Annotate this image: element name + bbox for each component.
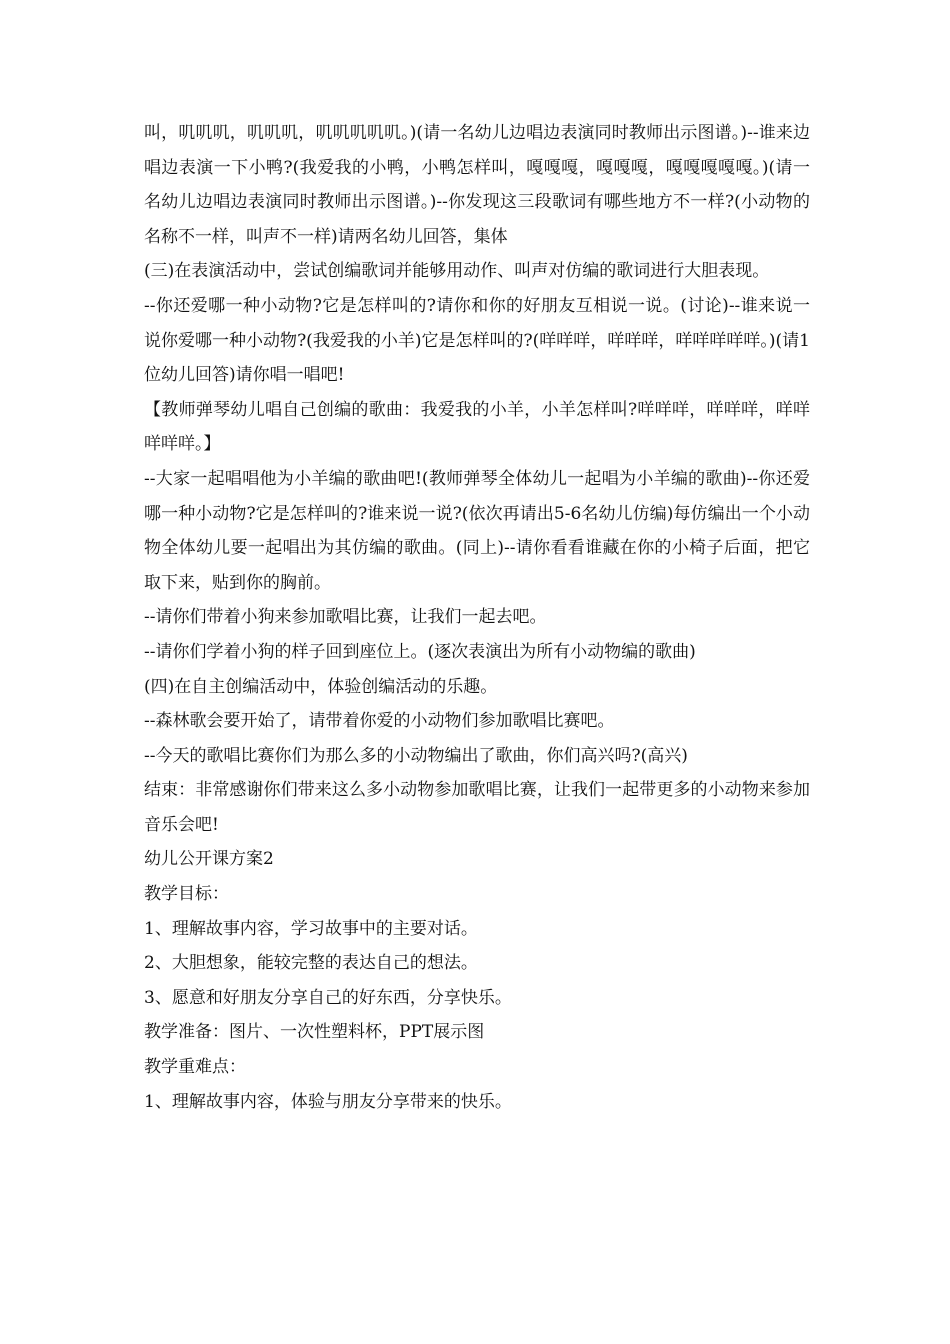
goal-item-1: 1、理解故事内容，学习故事中的主要对话。	[144, 918, 478, 939]
paragraph-today-contest: --今天的歌唱比赛你们为那么多的小动物编出了歌曲，你们高兴吗?(高兴)	[144, 745, 688, 766]
paragraph-step-four-heading: (四)在自主创编活动中，体验创编活动的乐趣。	[144, 676, 498, 697]
paragraph-forest-concert: --森林歌会要开始了，请带着你爱的小动物们参加歌唱比赛吧。	[144, 711, 615, 732]
difficulty-item-1: 1、理解故事内容，体验与朋友分享带来的快乐。	[144, 1091, 512, 1112]
paragraph-chick-duck-song: 叫，叽叽叽，叽叽叽，叽叽叽叽叽。)(请一名幼儿边唱边表演同时教师出示图谱。)--谁来边唱边表演一下小鸭?(我爱我的小鸭，小鸭怎样叫，嘎嘎嘎，嘎嘎嘎，嘎嘎嘎嘎嘎。)(请一名幼儿边唱边表演同时教师出示图谱。)--你发现这三段歌词有哪些地方不一样?(小动物的名称不一样，叫声不一样)请两名幼儿回答，集体	[144, 123, 810, 247]
goal-item-2: 2、大胆想象，能较完整的表达自己的想法。	[144, 953, 478, 974]
paragraph-step-three-heading: (三)在表演活动中，尝试创编歌词并能够用动作、叫声对仿编的歌词进行大胆表现。	[144, 261, 770, 282]
paragraph-ending: 结束：非常感谢你们带来这么多小动物参加歌唱比赛，让我们一起带更多的小动物来参加音乐会吧!	[144, 780, 810, 835]
document-body	[144, 116, 810, 1119]
teaching-preparation: 教学准备：图片、一次性塑料杯，PPT展示图	[144, 1022, 485, 1043]
paragraph-bring-puppy: --请你们带着小狗来参加歌唱比赛，让我们一起去吧。	[144, 607, 547, 628]
paragraph-group-singing: --大家一起唱唱他为小羊编的歌曲吧!(教师弹琴全体幼儿一起唱为小羊编的歌曲)--你还爱哪一种小动物?它是怎样叫的?谁来说一说?(依次再请出5-6名幼儿仿编)每仿编出一个小动物全体幼儿要一起唱出为其仿编的歌曲。(同上)--请你看看谁藏在你的小椅子后面，把它取下来，贴到你的胸前。	[144, 468, 810, 593]
section-title-plan-2: 幼儿公开课方案2	[144, 849, 274, 870]
heading-teaching-goals: 教学目标：	[144, 884, 229, 905]
heading-key-difficulties: 教学重难点：	[144, 1057, 246, 1078]
paragraph-discussion-lamb: --你还爱哪一种小动物?它是怎样叫的?请你和你的好朋友互相说一说。(讨论)--谁来说一说你爱哪一种小动物?(我爱我的小羊)它是怎样叫的?(咩咩咩，咩咩咩，咩咩咩咩咩。)(请1位幼儿回答)请你唱一唱吧!	[144, 295, 810, 386]
goal-item-3: 3、愿意和好朋友分享自己的好东西，分享快乐。	[144, 987, 512, 1008]
paragraph-teacher-piano: 【教师弹琴幼儿唱自己创编的歌曲：我爱我的小羊，小羊怎样叫?咩咩咩，咩咩咩，咩咩咩咩咩。】	[144, 399, 810, 455]
paragraph-return-seats: --请你们学着小狗的样子回到座位上。(逐次表演出为所有小动物编的歌曲)	[144, 641, 696, 662]
